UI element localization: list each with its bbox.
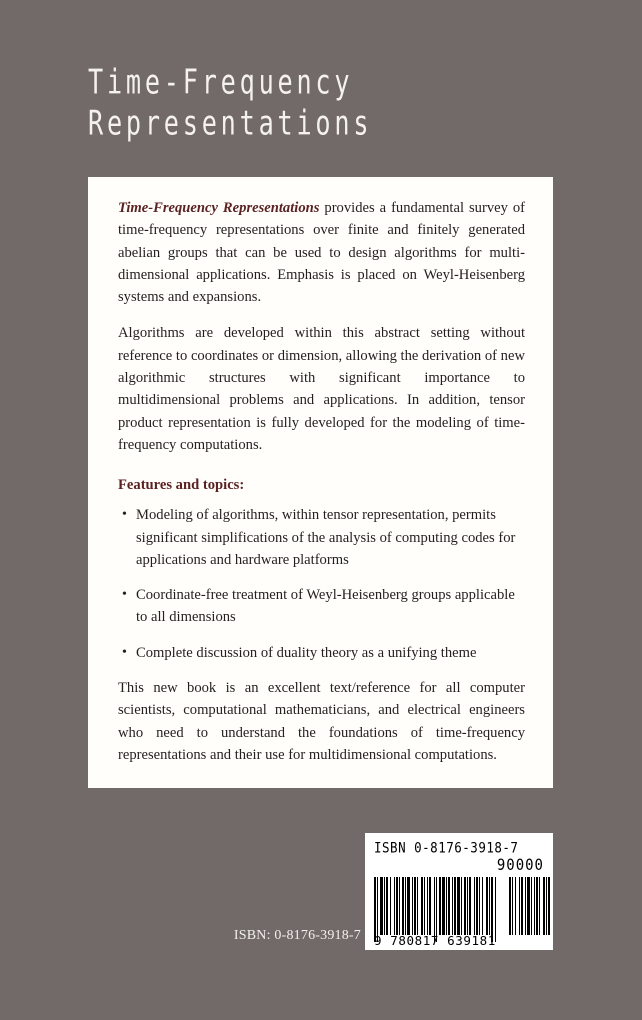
list-item-text: Coordinate-free treatment of Weyl-Heisenberg groups applicable to all dimensions bbox=[136, 587, 515, 626]
isbn-text: ISBN: 0-8176-3918-7 bbox=[233, 928, 361, 943]
list-item-text: Complete discussion of duality theory as a unifying theme bbox=[136, 644, 477, 661]
title-line-2: Representations bbox=[88, 103, 373, 144]
list-item bbox=[118, 642, 525, 664]
bullet-icon: • bbox=[122, 644, 127, 660]
title-line-1: Time-Frequency bbox=[88, 62, 354, 103]
book-title bbox=[88, 62, 558, 144]
features-heading: Features and topics: bbox=[118, 477, 245, 494]
blurb-lead-in: Time-Frequency Representations bbox=[118, 200, 320, 216]
barcode bbox=[365, 833, 553, 950]
blurb-paragraph-2: Algorithms are developed within this abstract setting without reference to coordinates or dimension, allowing the derivation of new algorithmic structures with significant importance to multidimensional problems and applications. In addition, tensor product representation is fully developed for the modeling of time-frequency computations. bbox=[118, 325, 525, 453]
barcode-ean-digits: 9 780817 639181 bbox=[374, 933, 496, 948]
barcode-addon-bars bbox=[509, 877, 552, 935]
barcode-main-bars bbox=[374, 877, 497, 935]
barcode-bars bbox=[374, 877, 552, 935]
barcode-isbn-label: ISBN 0-8176-3918-7 bbox=[374, 839, 519, 856]
bullet-icon: • bbox=[122, 507, 127, 523]
list-item bbox=[118, 584, 525, 629]
list-item-text: Modeling of algorithms, within tensor representation, permits significant simplifications of the analysis of computing codes for applications and hardware platforms bbox=[136, 507, 516, 568]
blurb-panel bbox=[88, 177, 553, 788]
features-list bbox=[118, 504, 525, 664]
blurb-paragraph-1-rest: provides a fundamental survey of time-frequency representations over finite and finitely generated abelian groups that can be used to design algorithms for multi-dimensional applications. Emphasis is placed on Weyl-Heisenberg systems and expansions. bbox=[118, 200, 526, 306]
barcode-addon-digits: 90000 bbox=[496, 856, 544, 875]
bullet-icon: • bbox=[122, 587, 127, 603]
blurb-closing-paragraph: This new book is an excellent text/reference for all computer scientists, computational mathematicians, and electrical engineers who need to understand the foundations of time-frequency representations and their use for multidimensional computations. bbox=[118, 680, 525, 763]
blurb-paragraph-1 bbox=[118, 197, 525, 308]
list-item bbox=[118, 504, 525, 571]
